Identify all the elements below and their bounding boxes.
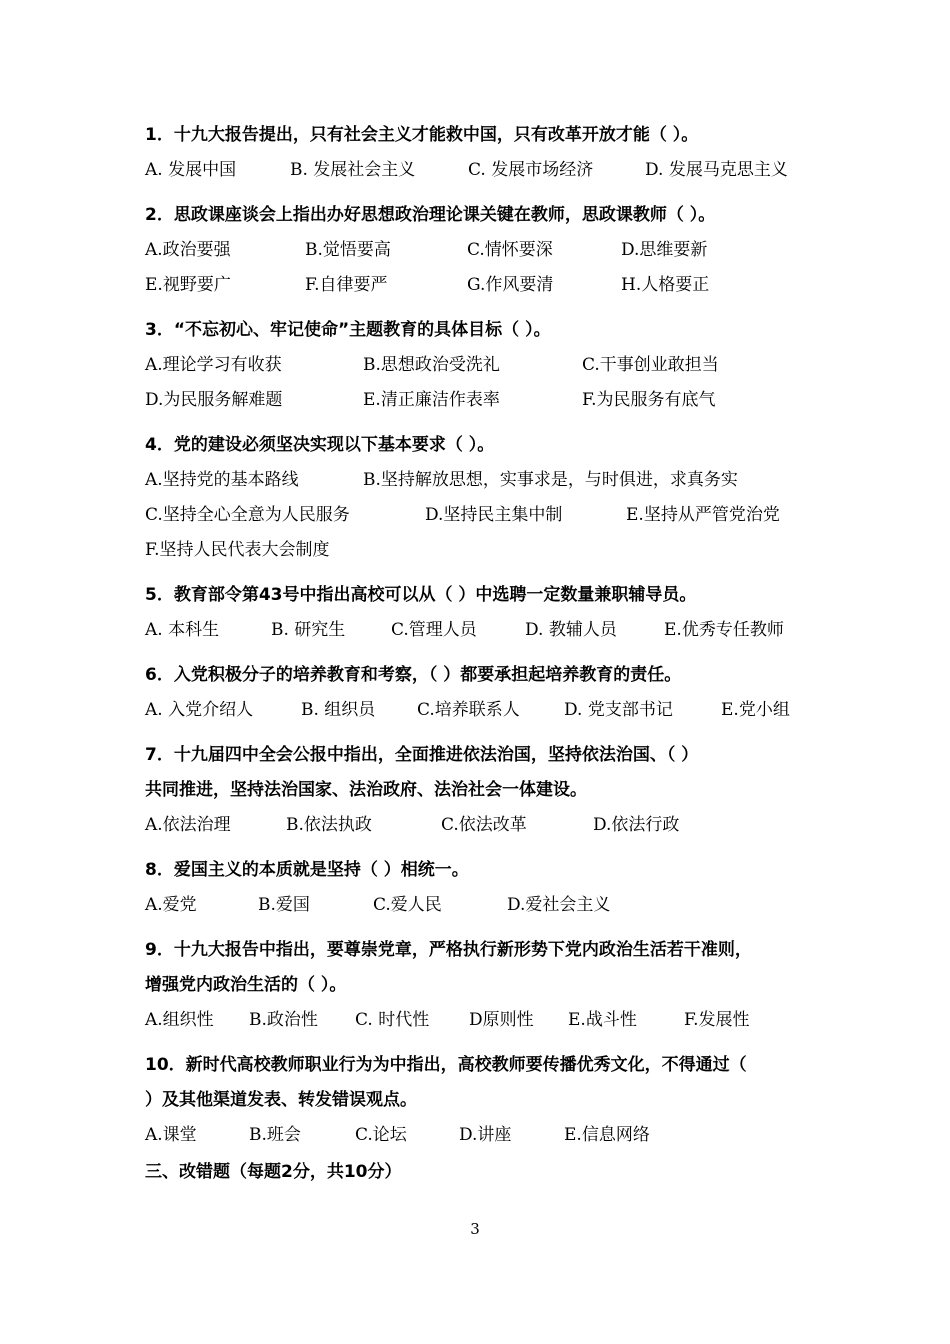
question-9: 9．十九大报告中指出，要尊崇党章，严格执行新形势下党内政治生活若干准则，: [145, 940, 752, 960]
option: D. 发展马克思主义: [645, 160, 788, 180]
option: D.讲座: [459, 1125, 512, 1145]
question-4: 4．党的建设必须坚决实现以下基本要求（ ）。: [145, 435, 495, 455]
option: A.理论学习有收获: [145, 355, 282, 375]
option: D. 教辅人员: [525, 620, 617, 640]
option: A.组织性: [145, 1010, 214, 1030]
option: A.课堂: [145, 1125, 197, 1145]
option: G.作风要清: [467, 275, 554, 295]
options-row: [145, 233, 845, 268]
option: E.优秀专任教师: [664, 620, 784, 640]
option: E.战斗性: [568, 1010, 637, 1030]
options-row: [145, 888, 845, 923]
option: D.爱社会主义: [507, 895, 611, 915]
options-row: [145, 463, 845, 498]
question-5: 5．教育部令第43号中指出高校可以从（ ）中选聘一定数量兼职辅导员。: [145, 585, 697, 605]
option: D.为民服务解难题: [145, 390, 283, 410]
option: A.坚持党的基本路线: [145, 470, 299, 490]
option: E.坚持从严管党治党: [626, 505, 780, 525]
options-row: [145, 153, 845, 188]
option: B.坚持解放思想，实事求是，与时俱进，求真务实: [363, 470, 738, 490]
option: B.爱国: [258, 895, 310, 915]
option: C.坚持全心全意为人民服务: [145, 505, 350, 525]
options-row: [145, 498, 845, 533]
question-8: 8．爱国主义的本质就是坚持（ ）相统一。: [145, 860, 469, 880]
option: A. 本科生: [145, 620, 220, 640]
option: C.管理人员: [391, 620, 477, 640]
question-2: 2．思政课座谈会上指出办好思想政治理论课关键在教师，思政课教师（ ）。: [145, 205, 716, 225]
options-row: [145, 533, 845, 568]
option: B.班会: [249, 1125, 301, 1145]
options-row: [145, 383, 845, 418]
option: D.思维要新: [621, 240, 708, 260]
option: E.清正廉洁作表率: [363, 390, 500, 410]
option: C.论坛: [355, 1125, 407, 1145]
question-6: 6．入党积极分子的培养教育和考察，（ ）都要承担起培养教育的责任。: [145, 665, 682, 685]
option: B. 研究生: [271, 620, 346, 640]
option: D. 党支部书记: [564, 700, 673, 720]
question-3: 3．“不忘初心、牢记使命”主题教育的具体目标（ ）。: [145, 320, 551, 340]
question-7: 7．十九届四中全会公报中指出，全面推进依法治国，坚持依法治国、（ ）: [145, 745, 699, 765]
option: A.爱党: [145, 895, 197, 915]
option: F.为民服务有底气: [582, 390, 716, 410]
option: F.发展性: [684, 1010, 750, 1030]
option: A.依法治理: [145, 815, 231, 835]
options-row: [145, 808, 845, 843]
question-10: 10．新时代高校教师职业行为为中指出，高校教师要传播优秀文化，不得通过（: [145, 1055, 747, 1075]
option: F.自律要严: [305, 275, 388, 295]
option: C.干事创业敢担当: [582, 355, 719, 375]
option: E.信息网络: [564, 1125, 650, 1145]
question-1: 1．十九大报告提出，只有社会主义才能救中国，只有改革开放才能（ ）。: [145, 125, 699, 145]
options-row: [145, 693, 845, 728]
option: B.思想政治受洗礼: [363, 355, 500, 375]
options-row: [145, 348, 845, 383]
option: E.党小组: [721, 700, 790, 720]
option: D原则性: [469, 1010, 534, 1030]
option: C. 时代性: [355, 1010, 430, 1030]
options-row: [145, 1003, 845, 1038]
option: B. 组织员: [301, 700, 376, 720]
option: F.坚持人民代表大会制度: [145, 540, 330, 560]
option: A. 入党介绍人: [145, 700, 254, 720]
option: C.培养联系人: [417, 700, 520, 720]
question-7-continued: 共同推进，坚持法治国家、法治政府、法治社会一体建设。: [145, 780, 587, 800]
section-heading: 三、改错题（每题2分，共10分）: [145, 1162, 402, 1182]
question-10-continued: ）及其他渠道发表、转发错误观点。: [145, 1090, 417, 1110]
options-row: [145, 613, 845, 648]
option: E.视野要广: [145, 275, 231, 295]
page-number: 3: [470, 1220, 480, 1238]
options-row: [145, 268, 845, 303]
option: C.爱人民: [373, 895, 442, 915]
option: B.依法执政: [286, 815, 372, 835]
option: C.依法改革: [441, 815, 527, 835]
option: B. 发展社会主义: [290, 160, 416, 180]
options-row: [145, 1118, 845, 1153]
option: C. 发展市场经济: [468, 160, 594, 180]
question-9-continued: 增强党内政治生活的（ ）。: [145, 975, 347, 995]
option: D.坚持民主集中制: [425, 505, 563, 525]
option: B.政治性: [249, 1010, 318, 1030]
option: A. 发展中国: [145, 160, 237, 180]
option: B.觉悟要高: [305, 240, 391, 260]
option: A.政治要强: [145, 240, 231, 260]
option: D.依法行政: [593, 815, 680, 835]
option: C.情怀要深: [467, 240, 553, 260]
option: H.人格要正: [621, 275, 710, 295]
